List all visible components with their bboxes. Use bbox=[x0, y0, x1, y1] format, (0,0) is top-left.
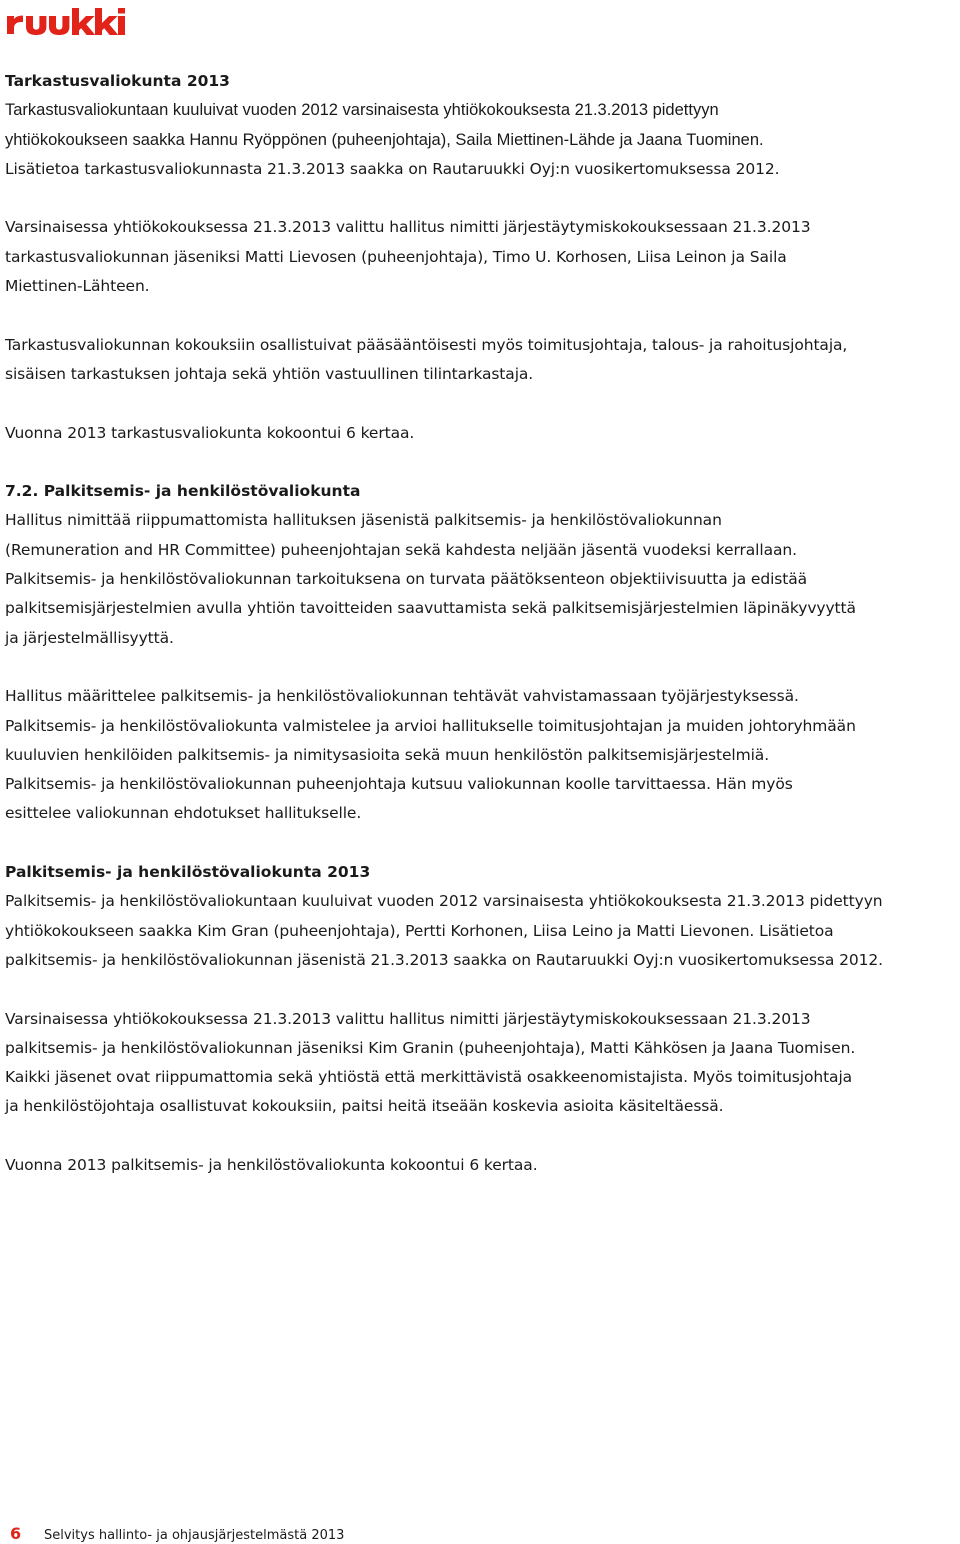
text-line: Vuonna 2013 palkitsemis- ja henkilöstövaliokunta kokoontui 6 kertaa. bbox=[5, 1155, 538, 1174]
text-line: Vuonna 2013 tarkastusvaliokunta kokoontui 6 kertaa. bbox=[5, 423, 415, 442]
document-title: Selvitys hallinto- ja ohjausjärjestelmästä 2013 bbox=[44, 1528, 345, 1543]
text-line: Varsinaisessa yhtiökokouksessa 21.3.2013 valittu hallitus nimitti järjestäytymiskokouksessaan 21.3.2013 bbox=[5, 1009, 811, 1028]
section-heading-remuneration-committee: 7.2. Palkitsemis- ja henkilöstövaliokunta bbox=[5, 482, 361, 501]
paragraph-remuneration-members-2012 bbox=[5, 887, 960, 975]
text-line: esittelee valiokunnan ehdotukset hallitukselle. bbox=[5, 804, 362, 823]
paragraph-audit-meetings bbox=[5, 419, 960, 448]
text-line: (Remuneration and HR Committee) puheenjohtajan sekä kahdesta neljään jäsentä vuodeksi kerrallaan. bbox=[5, 540, 797, 559]
text-line: Palkitsemis- ja henkilöstövaliokunta valmistelee ja arvioi hallitukselle toimitusjohtajan ja muiden johtoryhmään bbox=[5, 716, 856, 735]
text-line: Tarkastusvaliokuntaan kuuluivat vuoden 2012 varsinaisesta yhtiökokouksesta 21.3.2013 pidettyyn bbox=[5, 101, 719, 120]
paragraph-remuneration-purpose bbox=[5, 506, 960, 652]
text-line: Lisätietoa tarkastusvaliokunnasta 21.3.2013 saakka on Rautaruukki Oyj:n vuosikertomuksessa 2012. bbox=[5, 159, 780, 178]
text-line: palkitsemisjärjestelmien avulla yhtiön tavoitteiden saavuttamista sekä palkitsemisjärjestelmien läpinäkyvyyttä bbox=[5, 599, 856, 618]
text-line: Hallitus määrittelee palkitsemis- ja henkilöstövaliokunnan tehtävät vahvistamassaan työjärjestyksessä. bbox=[5, 687, 799, 706]
paragraph-audit-members-2012 bbox=[5, 96, 960, 184]
text-line: palkitsemis- ja henkilöstövaliokunnan jäsenistä 21.3.2013 saakka on Rautaruukki Oyj:n vuosikertomuksessa 2012. bbox=[5, 950, 883, 969]
document-body bbox=[5, 67, 960, 1210]
text-line: tarkastusvaliokunnan jäseniksi Matti Lievosen (puheenjohtaja), Timo U. Korhosen, Liisa Leinon ja Saila bbox=[5, 247, 787, 266]
text-line: Kaikki jäsenet ovat riippumattomia sekä yhtiöstä että merkittävistä osakkeenomistajista. Myös toimitusjohtaja bbox=[5, 1068, 853, 1087]
text-line: Palkitsemis- ja henkilöstövaliokunnan puheenjohtaja kutsuu valiokunnan koolle tarvittaessa. Hän myös bbox=[5, 775, 793, 794]
paragraph-audit-members-2013 bbox=[5, 213, 960, 301]
section-heading-remuneration-committee-2013: Palkitsemis- ja henkilöstövaliokunta 2013 bbox=[5, 863, 371, 882]
text-line: Tarkastusvaliokunnan kokouksiin osallistuivat pääsääntöisesti myös toimitusjohtaja, talous- ja rahoitusjohtaja, bbox=[5, 335, 848, 354]
text-line: Hallitus nimittää riippumattomista hallituksen jäsenistä palkitsemis- ja henkilöstövaliokunnan bbox=[5, 511, 722, 530]
section-heading-audit-committee-2013: Tarkastusvaliokunta 2013 bbox=[5, 72, 230, 90]
text-line: Varsinaisessa yhtiökokouksessa 21.3.2013 valittu hallitus nimitti järjestäytymiskokouksessaan 21.3.2013 bbox=[5, 218, 811, 237]
text-line: yhtiökokoukseen saakka Kim Gran (puheenjohtaja), Pertti Korhonen, Liisa Leino ja Matti Lievonen. Lisätietoa bbox=[5, 921, 834, 940]
paragraph-audit-participants bbox=[5, 331, 960, 390]
paragraph-remuneration-meetings bbox=[5, 1151, 960, 1180]
text-line: Palkitsemis- ja henkilöstövaliokunnan tarkoituksena on turvata päätöksenteon objektiivisuutta ja edistää bbox=[5, 570, 808, 589]
page-number: 6 bbox=[10, 1524, 22, 1543]
text-line: yhtiökokoukseen saakka Hannu Ryöppönen (puheenjohtaja), Saila Miettinen-Lähde ja Jaana Tuominen. bbox=[5, 130, 764, 149]
text-line: ja henkilöstöjohtaja osallistuvat kokouksiin, paitsi heitä itseään koskevia asioita käsiteltäessä. bbox=[5, 1097, 724, 1116]
ruukki-logo bbox=[5, 6, 127, 36]
text-line: kuuluvien henkilöiden palkitsemis- ja nimitysasioita sekä muun henkilöstön palkitsemisjärjestelmiä. bbox=[5, 745, 770, 764]
text-line: Palkitsemis- ja henkilöstövaliokuntaan kuuluivat vuoden 2012 varsinaisesta yhtiökokouksesta 21.3.2013 pidettyyn bbox=[5, 892, 883, 911]
text-line: Miettinen-Lähteen. bbox=[5, 277, 150, 296]
text-line: sisäisen tarkastuksen johtaja sekä yhtiön vastuullinen tilintarkastaja. bbox=[5, 364, 534, 383]
text-line: ja järjestelmällisyyttä. bbox=[5, 628, 174, 647]
paragraph-remuneration-duties bbox=[5, 682, 960, 828]
paragraph-remuneration-members-2013 bbox=[5, 1005, 960, 1122]
page-footer bbox=[10, 1524, 344, 1543]
text-line: palkitsemis- ja henkilöstövaliokunnan jäseniksi Kim Granin (puheenjohtaja), Matti Kähkösen ja Jaana Tuomisen. bbox=[5, 1038, 856, 1057]
